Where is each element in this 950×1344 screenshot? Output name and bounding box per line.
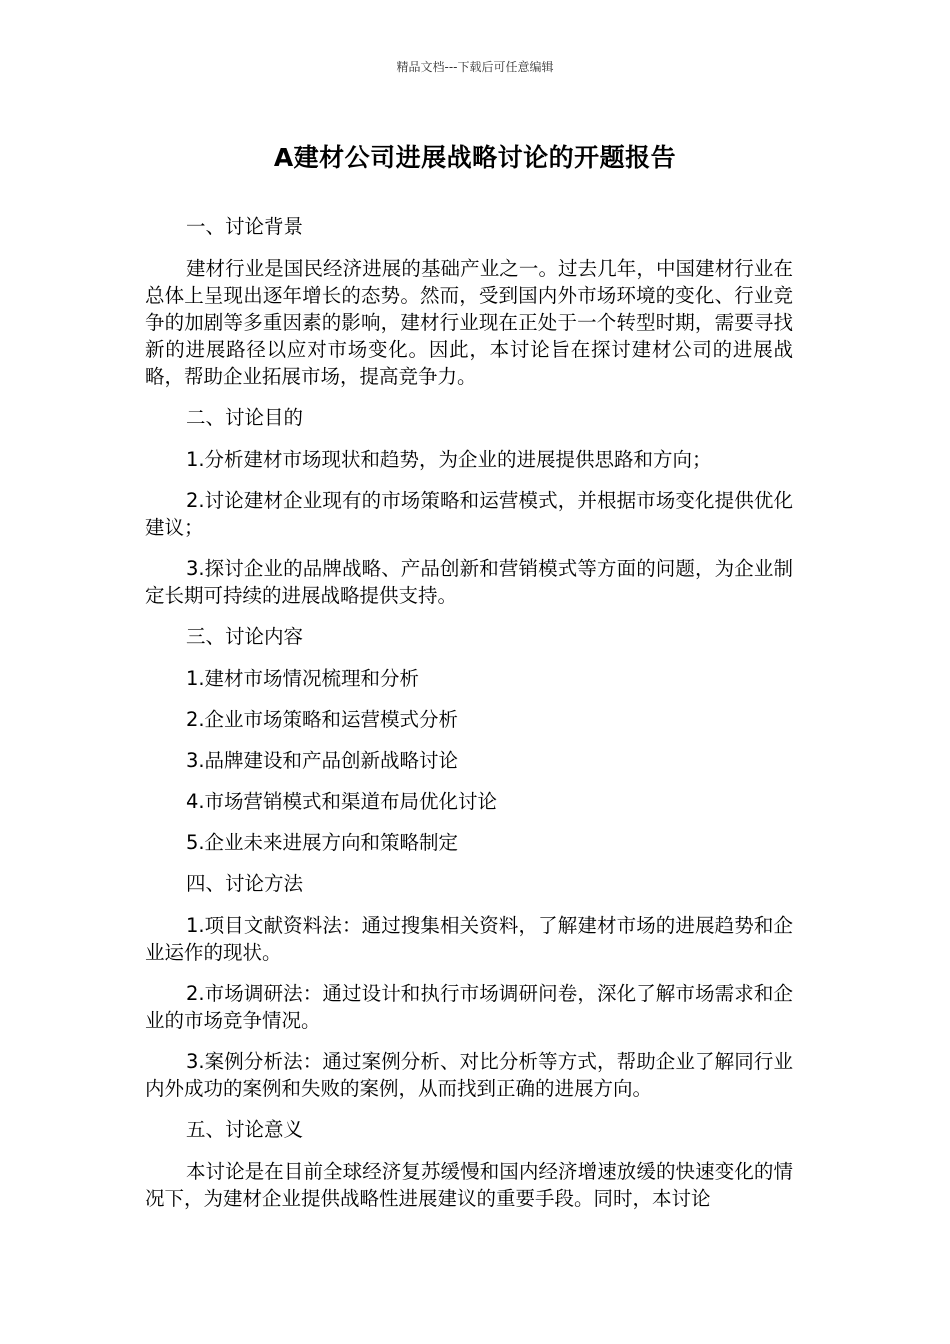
section-heading-background: 一、讨论背景 bbox=[185, 215, 303, 238]
section-heading-method: 四、讨论方法 bbox=[185, 872, 303, 895]
method-item-2: 2.市场调研法：通过设计和执行市场调研问卷，深化了解市场需求和企业的市场竞争情况。 bbox=[145, 982, 793, 1032]
content-item-2: 2.企业市场策略和运营模式分析 bbox=[185, 708, 459, 731]
purpose-item-2: 2.讨论建材企业现有的市场策略和运营模式，并根据市场变化提供优化建议； bbox=[145, 489, 793, 539]
content-item-1: 1.建材市场情况梳理和分析 bbox=[185, 667, 420, 690]
content-item-4: 4.市场营销模式和渠道布局优化讨论 bbox=[185, 790, 498, 813]
document-body bbox=[145, 213, 793, 1226]
purpose-item-3: 3.探讨企业的品牌战略、产品创新和营销模式等方面的问题，为企业制定长期可持续的进展战略提供支持。 bbox=[145, 557, 793, 607]
paragraph-background: 建材行业是国民经济进展的基础产业之一。过去几年，中国建材行业在总体上呈现出逐年增长的态势。然而，受到国内外市场环境的变化、行业竞争的加剧等多重因素的影响，建材行业现在正处于一个转型时期，需要寻找新的进展路径以应对市场变化。因此，本讨论旨在探讨建材公司的进展战略，帮助企业拓展市场，提高竞争力。 bbox=[145, 257, 793, 388]
header-note: 精品文档---下载后可任意编辑 bbox=[396, 60, 554, 74]
section-heading-significance: 五、讨论意义 bbox=[185, 1118, 303, 1141]
method-item-1: 1.项目文献资料法：通过搜集相关资料，了解建材市场的进展趋势和企业运作的现状。 bbox=[145, 914, 793, 964]
section-heading-purpose: 二、讨论目的 bbox=[185, 406, 303, 429]
method-item-3: 3.案例分析法：通过案例分析、对比分析等方式，帮助企业了解同行业内外成功的案例和失败的案例，从而找到正确的进展方向。 bbox=[145, 1050, 793, 1100]
content-item-3: 3.品牌建设和产品创新战略讨论 bbox=[185, 749, 459, 772]
paragraph-significance: 本讨论是在目前全球经济复苏缓慢和国内经济增速放缓的快速变化的情况下，为建材企业提供战略性进展建议的重要手段。同时，本讨论 bbox=[145, 1160, 793, 1210]
section-heading-content: 三、讨论内容 bbox=[185, 625, 303, 648]
document-title: A建材公司进展战略讨论的开题报告 bbox=[273, 143, 677, 172]
purpose-item-1: 1.分析建材市场现状和趋势，为企业的进展提供思路和方向； bbox=[185, 448, 712, 471]
content-item-5: 5.企业未来进展方向和策略制定 bbox=[185, 831, 459, 854]
